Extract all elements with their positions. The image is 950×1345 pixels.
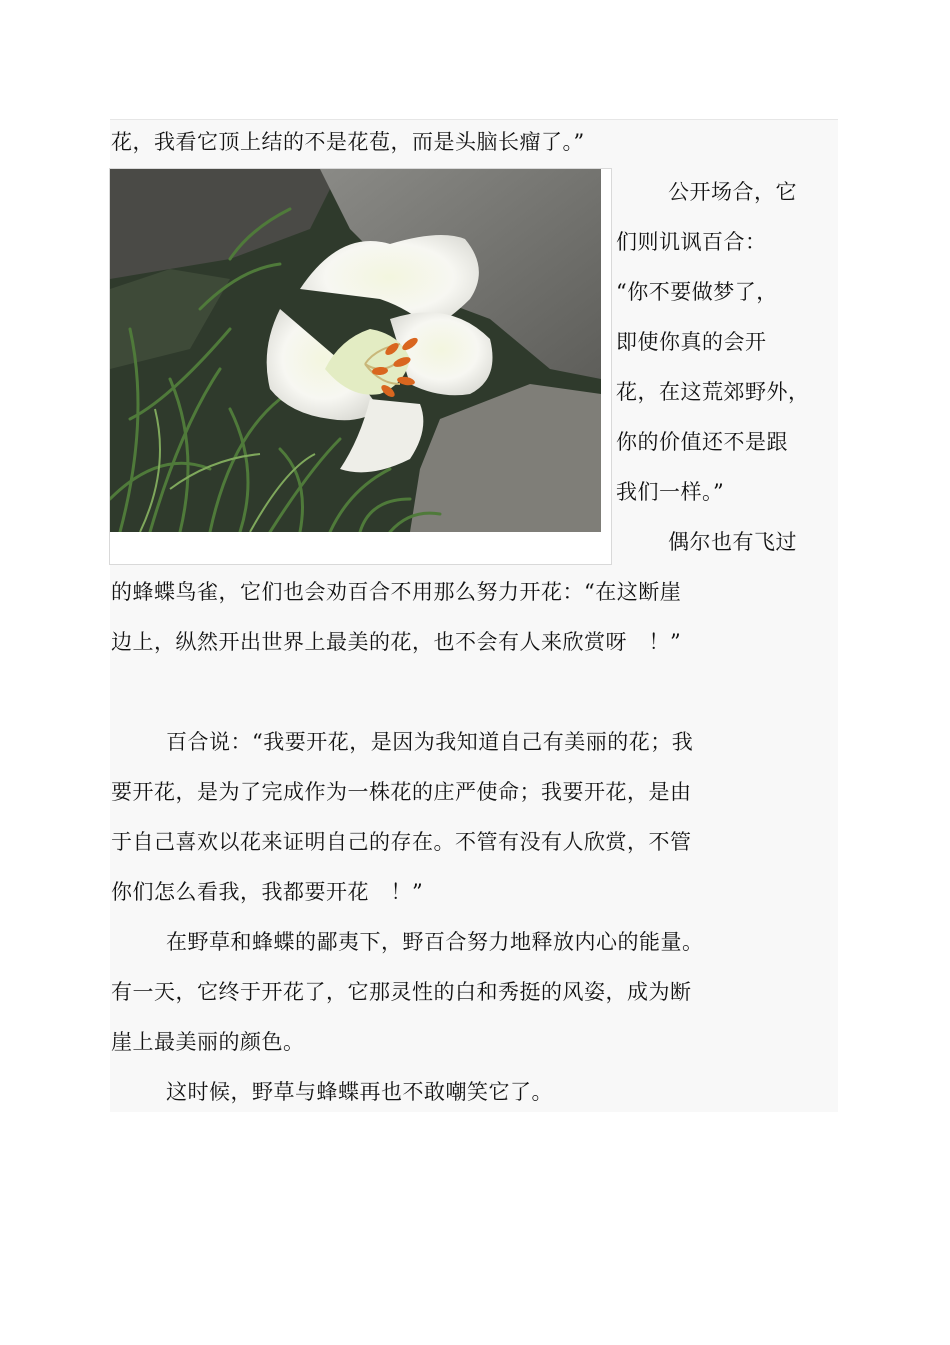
lily-photo [110,169,601,532]
text-line-7: 你的价值还不是跟 [616,430,788,454]
text-line-17: 有一天，它终于开花了，它那灵性的白和秀挺的风姿，成为断 [111,980,692,1004]
text-line-16: 在野草和蜂蝶的鄙夷下，野百合努力地释放内心的能量。 [166,930,704,954]
text-line-9: 偶尔也有飞过 [668,530,797,554]
text-line-6: 花，在这荒郊野外， [616,380,810,404]
text-line-10: 的蜂蝶鸟雀，它们也会劝百合不用那么努力开花：“在这断崖 [111,580,682,604]
text-line-14: 于自己喜欢以花来证明自己的存在。不管有没有人欣赏，不管 [111,830,692,854]
text-line-12: 百合说：“我要开花，是因为我知道自己有美丽的花；我 [166,730,694,754]
text-line-19: 这时候，野草与蜂蝶再也不敢嘲笑它了。 [166,1080,553,1104]
text-line-11: 边上，纵然开出世界上最美的花，也不会有人来欣赏呀 ！” [111,630,682,654]
text-line-5: 即使你真的会开 [616,330,767,354]
text-line-4: “你不要做梦了， [616,280,778,304]
text-line-13: 要开花，是为了完成作为一株花的庄严使命；我要开花，是由 [111,780,692,804]
text-line-8: 我们一样。” [616,480,725,504]
text-line-3: 们则讥讽百合： [616,230,767,254]
text-line-1: 花，我看它顶上结的不是花苞，而是头脑长瘤了。” [111,130,585,154]
text-line-2: 公开场合，它 [668,180,797,204]
text-line-15: 你们怎么看我，我都要开花 ！” [111,880,424,904]
lily-image-frame [109,168,612,565]
text-line-18: 崖上最美丽的颜色。 [111,1030,305,1054]
